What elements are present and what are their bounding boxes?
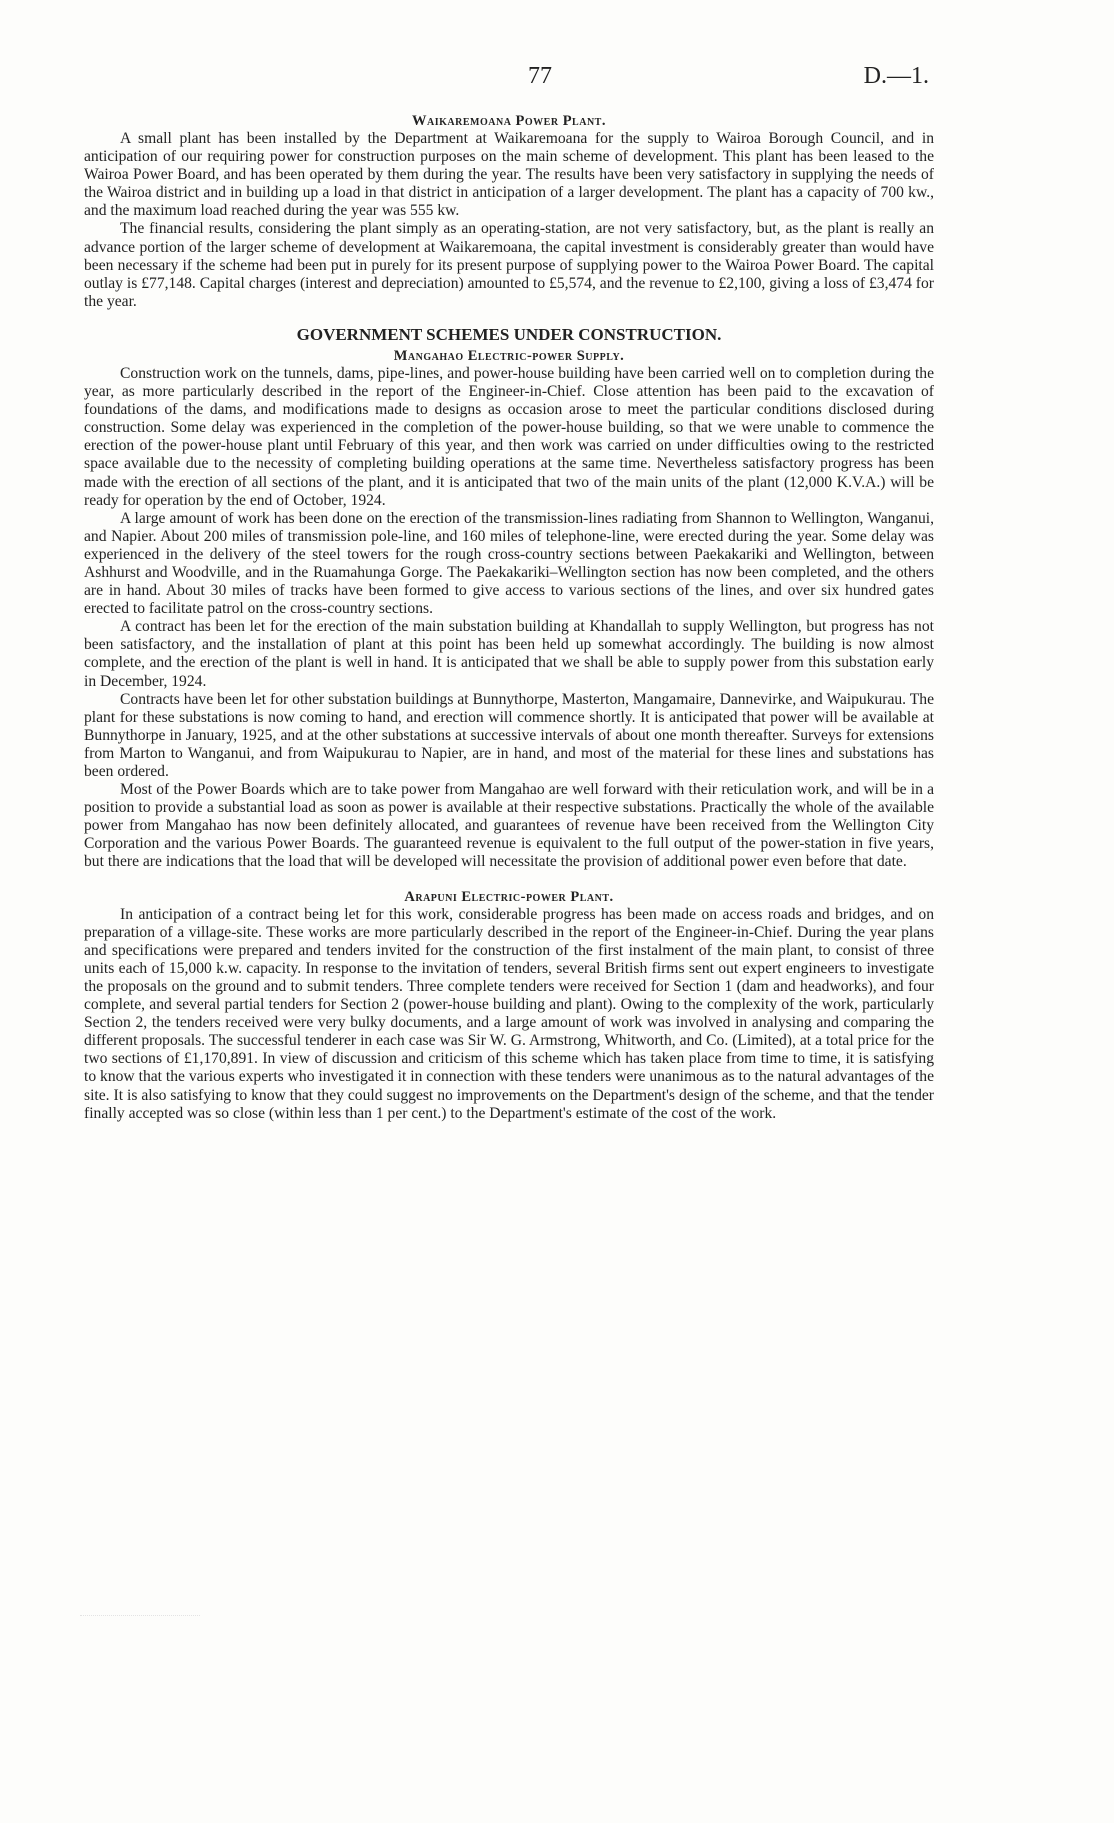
section-heading-waikaremoana: Waikaremoana Power Plant. — [412, 113, 606, 129]
paragraph: Construction work on the tunnels, dams, pipe-lines, and power-house building have been carried well on to completion during the year, as more particularly described in the report of the Engineer-in-Chief. Close attention has been paid to the excavation of foundations of the dams, and modifications made to designs as occasion arose to meet the particular conditions disclosed during construction. Some delay was experienced in the completion of the power-house building, so that we were unable to commence the erection of the power-house plant until February of this year, and then work was carried on under difficulties owing to the restricted space available due to the necessity of completing building operations at the same time. Nevertheless satisfactory progress has been made with the erection of all sections of the plant, and it is anticipated that two of the main units of the plant (12,000 K.V.A.) will be ready for operation by the end of October, 1924. — [84, 364, 934, 509]
section-heading-mangahao: Mangahao Electric-power Supply. — [393, 347, 625, 364]
paragraph: Contracts have been let for other substation buildings at Bunnythorpe, Masterton, Mangamaire, Dannevirke, and Waipukurau. The plant for these substations is now coming to hand, and erection will commence shortly. It is anticipated that power will be available at Bunnythorpe in January, 1925, and at the other substations at successive intervals of about one month thereafter. Surveys for extensions from Marton to Wanganui, and from Waipukurau to Napier, are in hand, and most of the material for these lines and substations has been ordered. — [84, 690, 934, 780]
page-content — [84, 112, 934, 1123]
page-number: 77 — [528, 63, 552, 89]
scan-artifact — [80, 1615, 200, 1628]
main-heading-government-schemes: GOVERNMENT SCHEMES UNDER CONSTRUCTION. — [296, 324, 722, 344]
paragraph: A small plant has been installed by the Department at Waikaremoana for the supply to Wairoa Borough Council, and in anticipation of our requiring power for construction purposes on the main scheme of development. This plant has been leased to the Wairoa Power Board, and has been operated by them during the year. The results have been very satisfactory in supplying the needs of the Wairoa district and in building up a load in that district in anticipation of a larger development. The plant has a capacity of 700 kw., and the maximum load reached during the year was 555 kw. — [84, 130, 934, 220]
paragraph: Most of the Power Boards which are to take power from Mangahao are well forward with their reticulation work, and will be in a position to provide a substantial load as soon as power is available at their respective substations. Practically the whole of the available power from Mangahao has now been definitely allocated, and guarantees of revenue have been received from the Wellington City Corporation and the various Power Boards. The guaranteed revenue is equivalent to the full output of the power-station in five years, but there are indications that the load that will be developed will necessitate the provision of additional power even before that date. — [84, 781, 934, 871]
paragraph: A large amount of work has been done on the erection of the transmission-lines radiating from Shannon to Wellington, Wanganui, and Napier. About 200 miles of transmission pole-line, and 160 miles of telephone-line, were erected during the year. Some delay was experienced in the delivery of the steel towers for the rough cross-country sections between Paekakariki and Wellington, between Ashhurst and Woodville, and in the Ruamahunga Gorge. The Paekakariki–Wellington section has now been completed, and the others are in hand. About 30 miles of tracks have been formed to give access to various sections of the lines, and over six hundred gates erected to facilitate patrol on the cross-country sections. — [84, 509, 934, 618]
paragraph: The financial results, considering the plant simply as an operating-station, are not very satisfactory, but, as the plant is really an advance portion of the larger scheme of development at Waikaremoana, the capital investment is considerably greater than would have been necessary if the scheme had been put in purely for its present purpose of supplying power to the Wairoa Power Board. The capital outlay is £77,148. Capital charges (interest and depreciation) amounted to £5,574, and the revenue to £2,100, giving a loss of £3,474 for the year. — [84, 220, 934, 310]
paragraph: A contract has been let for the erection of the main substation building at Khandallah to supply Wellington, but progress has not been satisfactory, and the installation of plant at this point has been held up somewhat accordingly. The building is now almost complete, and the erection of the plant is well in hand. It is anticipated that we shall be able to supply power from this substation early in December, 1924. — [84, 618, 934, 690]
section-heading-arapuni: Arapuni Electric-power Plant. — [404, 888, 614, 905]
document-reference: D.—1. — [863, 63, 929, 89]
paragraph: In anticipation of a contract being let for this work, considerable progress has been made on access roads and bridges, and on preparation of a village-site. These works are more particularly described in the report of the Engineer-in-Chief. During the year plans and specifications were prepared and tenders invited for the construction of the first instalment of the main plant, to consist of three units each of 15,000 k.w. capacity. In response to the invitation of tenders, several British firms sent out expert engineers to investigate the proposals on the ground and to submit tenders. Three complete tenders were received for Section 1 (dam and headworks), and four complete, and several partial tenders for Section 2 (power-house building and plant). Owing to the complexity of the work, particularly Section 2, the tenders received were very bulky documents, and a large amount of work was involved in analysing and comparing the different proposals. The successful tenderer in each case was Sir W. G. Armstrong, Whitworth, and Co. (Limited), at a total price for the two sections of £1,170,891. In view of discussion and criticism of this scheme which has taken place from time to time, it is satisfying to know that the various experts who investigated it in connection with these tenders were unanimous as to the natural advantages of the site. It is also satisfying to know that they could suggest no improvements on the Department's design of the scheme, and that the tender finally accepted was so close (within less than 1 per cent.) to the Department's estimate of the cost of the work. — [84, 905, 934, 1122]
